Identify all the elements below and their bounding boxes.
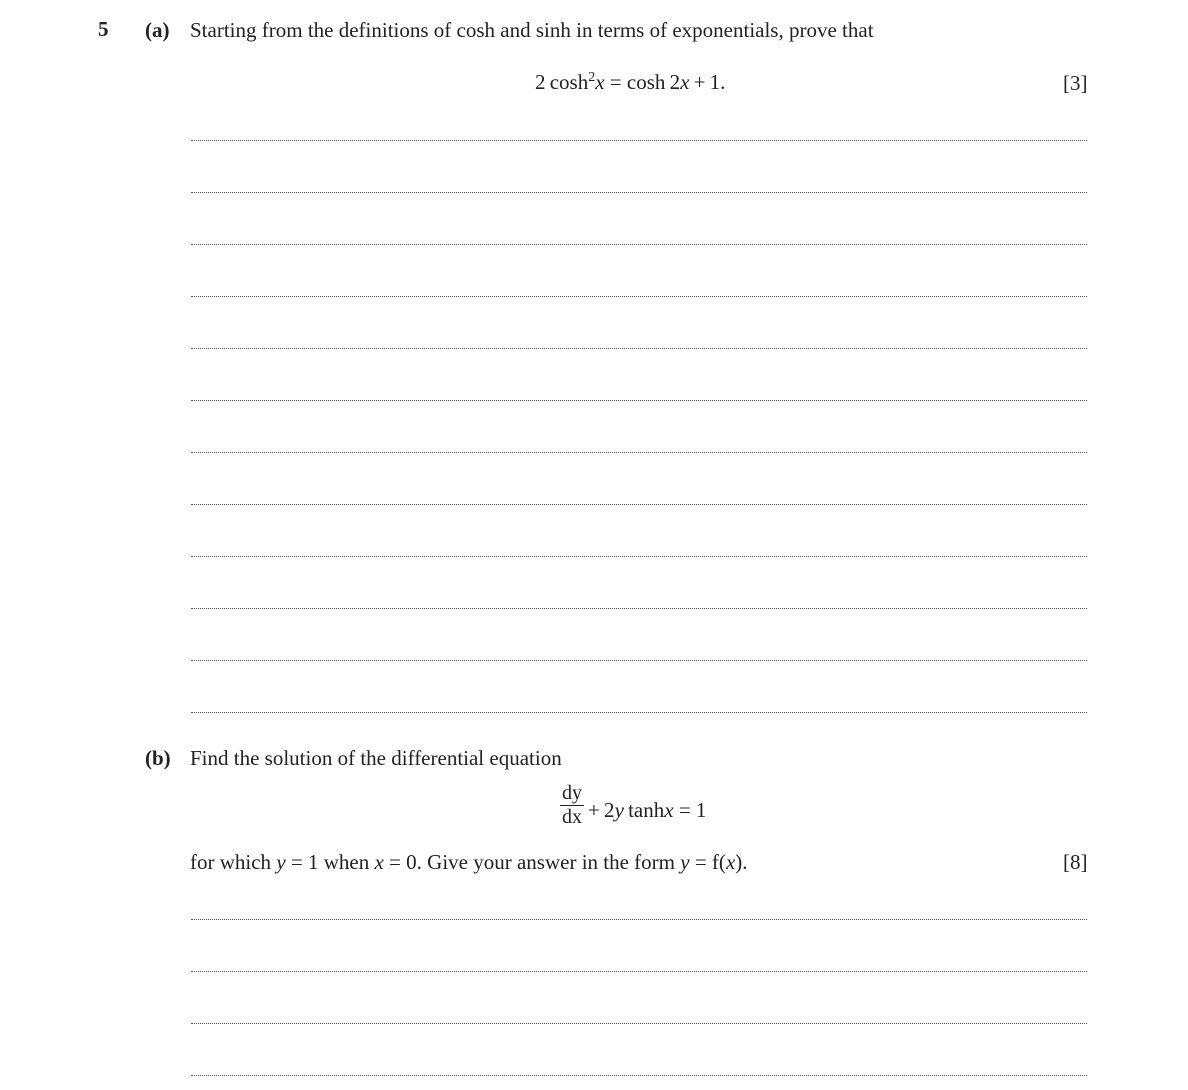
part-a-prompt: Starting from the definitions of cosh and sinh in terms of exponentials, prove that <box>190 18 874 42</box>
eq-b-var-y: y <box>614 798 624 822</box>
eq-b-rest-a: + 2 <box>588 798 615 822</box>
eq-a-lead: 2 cosh <box>535 70 589 94</box>
eq-a-tail: + 1. <box>689 70 726 94</box>
answer-line[interactable] <box>191 244 1087 245</box>
answer-line[interactable] <box>191 452 1087 453</box>
answer-line[interactable] <box>191 296 1087 297</box>
cond-x2: x <box>725 850 736 874</box>
cond-y: y <box>276 850 286 874</box>
cond-t2: = 1 when <box>285 850 375 874</box>
eq-b-rest-c: = 1 <box>673 798 707 822</box>
answer-line[interactable] <box>191 1075 1087 1076</box>
cond-t1: for which <box>190 850 277 874</box>
answer-line[interactable] <box>191 556 1087 557</box>
answer-line[interactable] <box>191 140 1087 141</box>
fraction-numerator: dy <box>562 782 582 804</box>
eq-a-rest: = cosh 2 <box>604 70 681 94</box>
part-b-equation <box>588 798 706 823</box>
eq-a-var2: x <box>680 70 690 94</box>
answer-line[interactable] <box>191 1023 1087 1024</box>
answer-line[interactable] <box>191 919 1087 920</box>
part-b-condition <box>190 850 748 875</box>
answer-line[interactable] <box>191 504 1087 505</box>
part-b-prompt: Find the solution of the differential equation <box>190 746 562 770</box>
eq-a-sup: 2 <box>588 70 596 85</box>
eq-b-rest-b: tanh <box>623 798 665 822</box>
cond-y2: y <box>680 850 690 874</box>
part-b-marks: [8] <box>1063 850 1088 874</box>
derivative-fraction <box>560 782 584 827</box>
cond-t3: = 0. Give your answer in the form <box>383 850 681 874</box>
eq-b-var-x: x <box>664 798 674 822</box>
cond-x: x <box>374 850 384 874</box>
answer-line[interactable] <box>191 608 1087 609</box>
answer-line[interactable] <box>191 348 1087 349</box>
answer-line[interactable] <box>191 660 1087 661</box>
question-number: 5 <box>98 17 109 41</box>
cond-t5: ). <box>735 850 748 874</box>
cond-t4: = f( <box>689 850 726 874</box>
answer-line[interactable] <box>191 400 1087 401</box>
answer-line[interactable] <box>191 192 1087 193</box>
part-b-label: (b) <box>145 746 171 770</box>
part-a-equation <box>535 70 725 95</box>
part-a-label: (a) <box>145 18 170 42</box>
answer-line[interactable] <box>191 712 1087 713</box>
fraction-denominator: dx <box>562 806 582 828</box>
answer-line[interactable] <box>191 971 1087 972</box>
part-a-marks: [3] <box>1063 71 1088 95</box>
eq-a-var: x <box>595 70 605 94</box>
